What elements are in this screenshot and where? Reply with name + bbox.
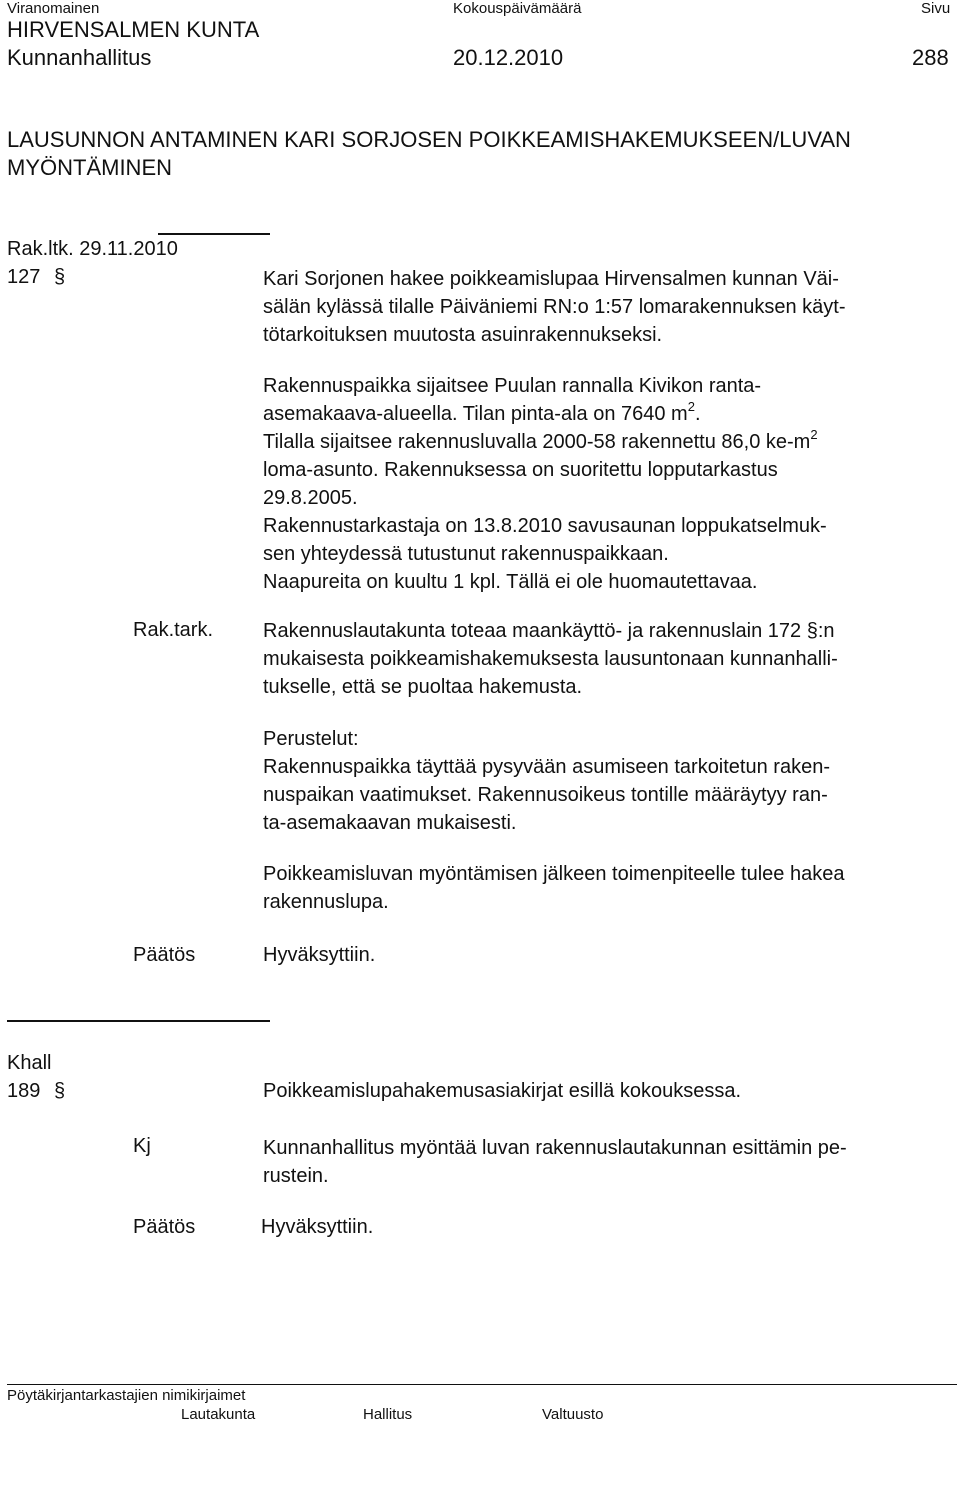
text-span: asemakaava-alueella. Tilan pinta-ala on 7640 m [263, 403, 688, 425]
label-decision: Päätös [133, 944, 196, 966]
section-sign: § [53, 1080, 66, 1102]
decision-text: Hyväksyttiin. [261, 1216, 374, 1238]
label-decision: Päätös [133, 1216, 196, 1238]
text-line: tukselle, että se puoltaa hakemusta. [263, 676, 583, 698]
decision-text: Hyväksyttiin. [263, 944, 376, 966]
section-divider [158, 233, 270, 235]
rakltk-paragraph-5 [263, 860, 953, 916]
text-line: loma-asunto. Rakennuksessa on suoritettu lopputarkastus [263, 459, 778, 481]
rakltk-paragraph-3 [263, 617, 953, 701]
footer-col-hallitus: Hallitus [363, 1406, 413, 1423]
header-organization: HIRVENSALMEN KUNTA [7, 17, 260, 42]
section-number-189 [7, 1080, 65, 1103]
text-span: Tilalla sijaitsee rakennusluvalla 2000-58 rakennettu 86,0 ke-m [263, 431, 811, 453]
header-col3-label: Sivu [921, 0, 951, 17]
text-line: nuspaikan vaatimukset. Rakennusoikeus tontille määräytyy ran- [263, 784, 828, 806]
section-sign: § [806, 620, 818, 642]
text-line: Rakennuspaikka täyttää pysyvään asumiseen tarkoitetun raken- [263, 756, 830, 778]
document-title-line1: LAUSUNNON ANTAMINEN KARI SORJOSEN POIKKEAMISHAKEMUKSEEN/LUVAN [7, 127, 851, 152]
text-line: Naapureita on kuultu 1 kpl. Tällä ei ole huomautettavaa. [263, 571, 758, 593]
section-number: 189 [7, 1080, 41, 1102]
text-line [263, 400, 953, 428]
rakltk-paragraph-1 [263, 265, 953, 349]
text-line: Poikkeamisluvan myöntämisen jälkeen toimenpiteelle tulee hakea [263, 863, 845, 885]
section-ref-rakltk: Rak.ltk. 29.11.2010 [7, 238, 178, 260]
text-line: Rakennuspaikka sijaitsee Puulan rannalla Kivikon ranta- [263, 375, 762, 397]
superscript: 2 [810, 427, 818, 442]
text-line: rakennuslupa. [263, 891, 389, 913]
rakltk-paragraph-2 [263, 372, 953, 596]
text-line: 29.8.2005. [263, 487, 358, 509]
header-date: 20.12.2010 [453, 45, 564, 70]
text-line: rustein. [263, 1165, 329, 1187]
text-line: mukaisesta poikkeamishakemuksesta lausuntonaan kunnanhalli- [263, 648, 838, 670]
section-divider [7, 1020, 270, 1022]
document-title-line2: MYÖNTÄMINEN [7, 155, 172, 180]
section-sign: § [53, 266, 66, 288]
section-ref-khall: Khall [7, 1052, 52, 1074]
text-line: Perustelut: [263, 728, 359, 750]
text-span: . [694, 403, 701, 425]
header-body: Kunnanhallitus [7, 45, 152, 70]
rakltk-paragraph-4 [263, 725, 953, 837]
footer-divider [7, 1384, 957, 1385]
header-page-number: 288 [912, 45, 949, 70]
header-col1-label: Viranomainen [7, 0, 100, 17]
text-line: Kunnanhallitus myöntää luvan rakennuslautakunnan esittämin pe- [263, 1137, 847, 1159]
section-number: 127 [7, 266, 41, 288]
label-raktark: Rak.tark. [133, 619, 214, 641]
text-line [263, 428, 953, 456]
text-line: sälän kylässä tilalle Päiväniemi RN:o 1:57 lomarakennuksen käyt- [263, 296, 846, 318]
text-line: Kari Sorjonen hakee poikkeamislupaa Hirvensalmen kunnan Väi- [263, 268, 839, 290]
text-line: sen yhteydessä tutustunut rakennuspaikkaan. [263, 543, 669, 565]
header-col2-label: Kokouspäivämäärä [453, 0, 582, 17]
khall-text: Poikkeamislupahakemusasiakirjat esillä kokouksessa. [263, 1080, 741, 1102]
superscript: 2 [687, 399, 695, 414]
footer-col-lautakunta: Lautakunta [181, 1406, 256, 1423]
text-span: Rakennuslautakunta toteaa maankäyttö- ja rakennuslain 172 [263, 620, 807, 642]
footer-label: Pöytäkirjantarkastajien nimikirjaimet [7, 1387, 246, 1404]
text-line [263, 617, 953, 645]
footer-col-valtuusto: Valtuusto [542, 1406, 604, 1423]
kj-paragraph [263, 1134, 953, 1190]
text-line: Rakennustarkastaja on 13.8.2010 savusaunan loppukatselmuk- [263, 515, 827, 537]
text-line: tötarkoituksen muutosta asuinrakennukseksi. [263, 324, 663, 346]
text-line: ta-asemakaavan mukaisesti. [263, 812, 517, 834]
label-kj: Kj [133, 1135, 151, 1157]
text-span: :n [817, 620, 835, 642]
section-number-127 [7, 266, 65, 289]
